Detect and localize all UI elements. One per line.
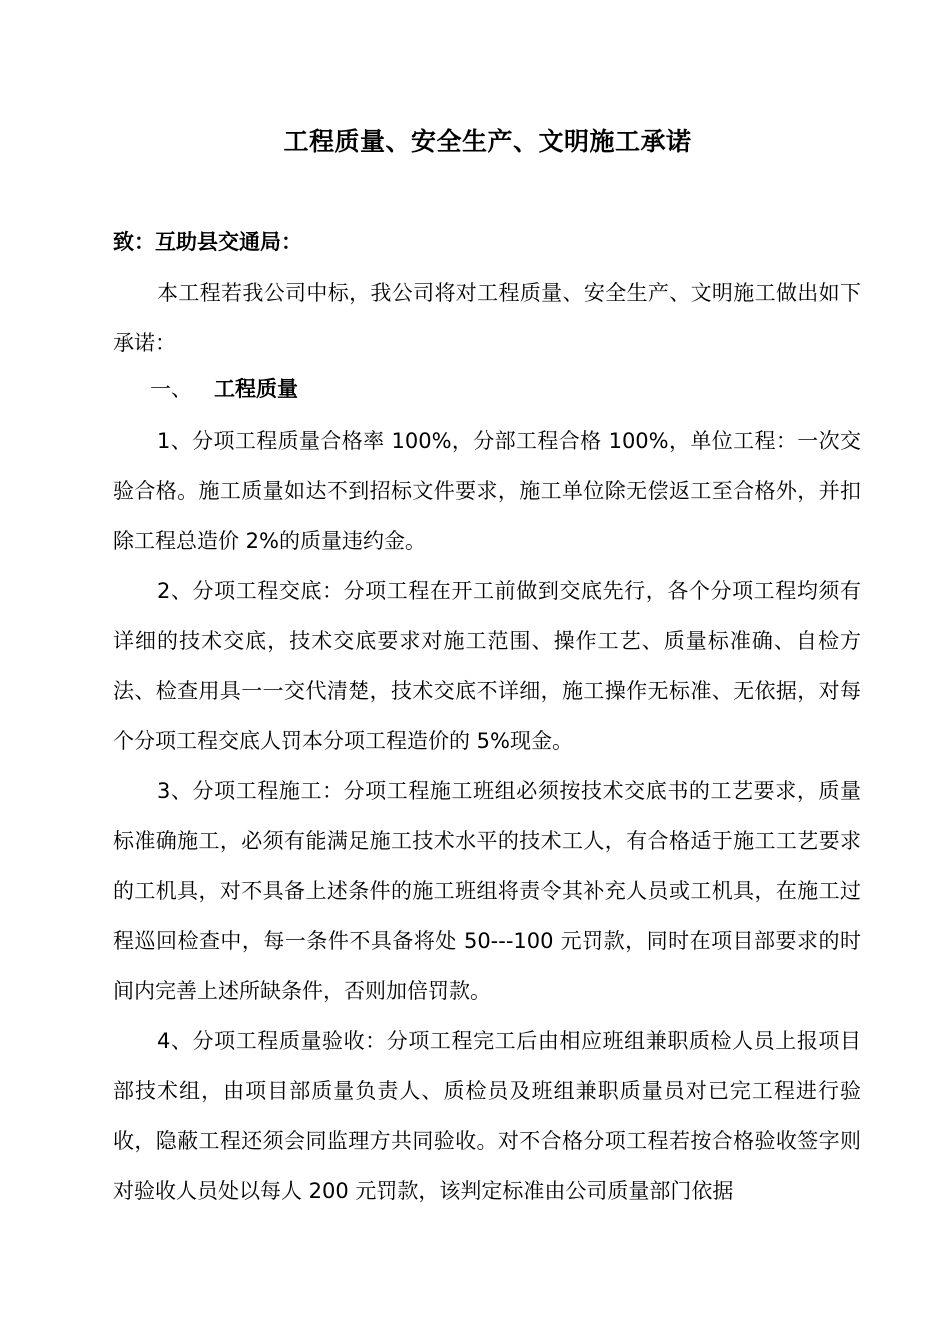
quality-item-4: 4、分项工程质量验收：分项工程完工后由相应班组兼职质检人员上报项目部技术组，由项目部质量负责人、质检员及班组兼职质量员对已完工程进行验收，隐蔽工程还须会同监理方共同验收。对不合格分项工程若按合格验收签字则对验收人员处以每人 200 元罚款，该判定标准由公司质量部门依据 xyxy=(113,1029,861,1203)
intro-paragraph: 本工程若我公司中标，我公司将对工程质量、安全生产、文明施工做出如下承诺： xyxy=(113,281,861,355)
section-number: 一、 xyxy=(150,377,192,401)
quality-item-2: 2、分项工程交底：分项工程在开工前做到交底先行，各个分项工程均须有详细的技术交底，技术交底要求对施工范围、操作工艺、质量标准确、自检方法、检查用具一一交代清楚，技术交底不详细，施工操作无标准、无依据，对每个分项工程交底人罚本分项工程造价的 5%现金。 xyxy=(113,579,861,753)
document-title: 工程质量、安全生产、文明施工承诺 xyxy=(283,127,692,156)
addressee-line: 致：互助县交通局： xyxy=(113,230,302,254)
section-heading-quality xyxy=(150,373,298,405)
quality-item-3: 3、分项工程施工：分项工程施工班组必须按技术交底书的工艺要求，质量标准确施工，必须有能满足施工技术水平的技术工人，有合格适于施工工艺要求的工机具，对不具备上述条件的施工班组将责令其补充人员或工机具，在施工过程巡回检查中，每一条件不具备将处 50---100 元罚款，同时在项目部要求的时间内完善上述所缺条件，否则加倍罚款。 xyxy=(113,779,861,1003)
quality-item-1: 1、分项工程质量合格率 100%，分部工程合格 100%，单位工程：一次交验合格。施工质量如达不到招标文件要求，施工单位除无偿返工至合格外，并扣除工程总造价 2%的质量违约金。 xyxy=(113,429,861,553)
section-title: 工程质量 xyxy=(214,377,298,401)
